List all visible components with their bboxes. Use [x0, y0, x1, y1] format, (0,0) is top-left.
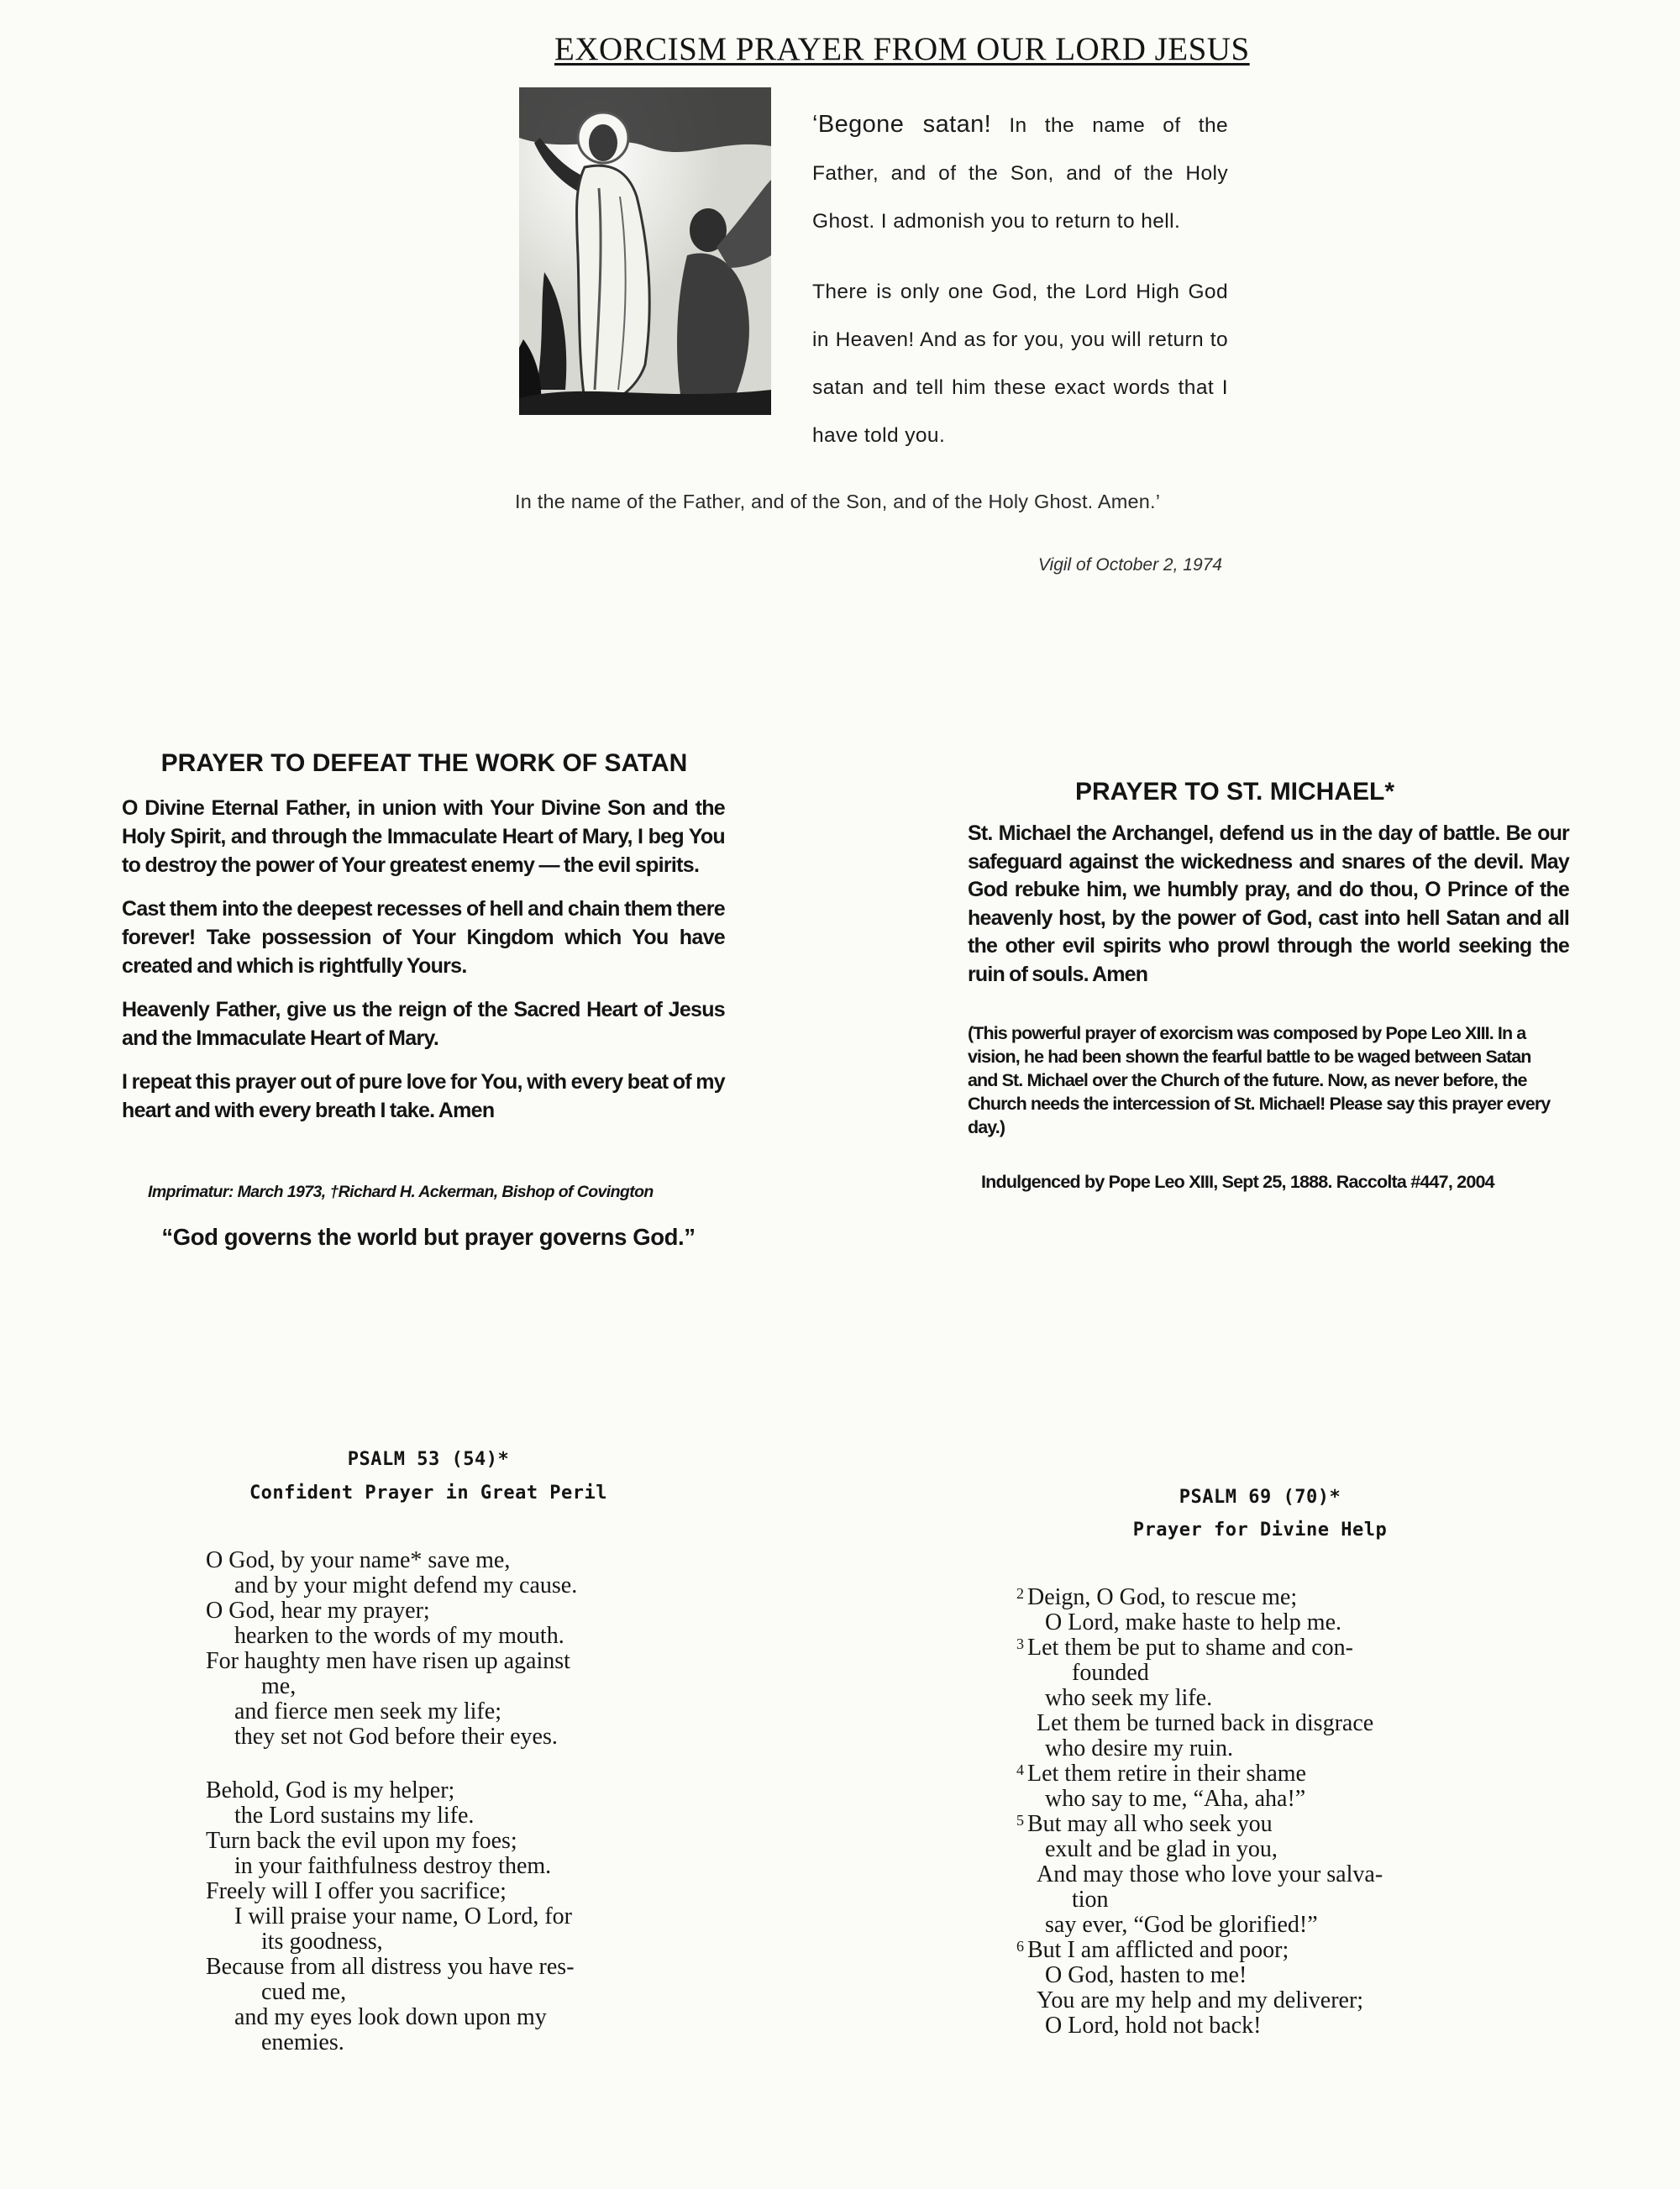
- verse-line: Behold, God is my helper;: [206, 1777, 455, 1803]
- exorcism-paragraph-1: [812, 101, 1228, 245]
- exorcism-paragraph-2: There is only one God, the Lord High God in Heaven! And as for you, you will return to satan and tell him these exact words that I have told you.: [812, 281, 1228, 447]
- verse-number: 2: [1016, 1585, 1024, 1602]
- exorcism-closing-line: In the name of the Father, and of the Son, and of the Holy Ghost. Amen.’: [515, 491, 1161, 512]
- exorcism-paragraph-1-rest: In the name of the Father, and of the Son, and of the Holy Ghost. I admonish you to return to hell.: [812, 114, 1228, 233]
- defeat-prayer-title: PRAYER TO DEFEAT THE WORK OF SATAN: [160, 749, 688, 777]
- jesus-angel-image: [519, 87, 771, 415]
- verse-line: who seek my life.: [1045, 1685, 1213, 1711]
- verse-line: in your faithfulness destroy them.: [234, 1853, 552, 1879]
- michael-prayer-note: [968, 1021, 1556, 1139]
- psalm-69-title: PSALM 69 (70)*: [1179, 1487, 1341, 1508]
- verse-line: O God, hear my prayer;: [206, 1598, 430, 1624]
- verse-line: founded: [1072, 1660, 1149, 1686]
- verse-line: who say to me, “Aha, aha!”: [1045, 1786, 1306, 1812]
- verse-line: You are my help and my deliverer;: [1037, 1987, 1364, 2013]
- verse-line: say ever, “God be glorified!”: [1045, 1912, 1318, 1938]
- verse-line: [1016, 1761, 1504, 1787]
- exorcism-prayer-text: [812, 101, 1228, 459]
- verse-line: exult and be glad in you,: [1045, 1836, 1278, 1862]
- verse-line: O Lord, make haste to help me.: [1045, 1609, 1342, 1635]
- verse-number: 6: [1016, 1938, 1024, 1955]
- verse-line: And may those who love your salva-: [1037, 1861, 1383, 1887]
- psalm-69-verses: [1016, 1585, 1504, 2039]
- verse-line: me,: [261, 1673, 297, 1699]
- verse-line: the Lord sustains my life.: [234, 1803, 475, 1829]
- verse-number: 3: [1016, 1635, 1024, 1652]
- defeat-paragraph: Cast them into the deepest recesses of hell and chain them there forever! Take possession of Your Kingdom which You have created and which is rightfully Yours.: [122, 897, 725, 978]
- defeat-paragraph: I repeat this prayer out of pure love for You, with every beat of my heart and with every breath I take. Amen: [122, 1070, 725, 1122]
- verse-line: O God, hasten to me!: [1045, 1962, 1247, 1988]
- verse-text: Let them retire in their shame: [1027, 1761, 1306, 1787]
- psalm-53-verses: [206, 1548, 676, 2055]
- verse-line: who desire my ruin.: [1045, 1735, 1233, 1761]
- verse-line: and my eyes look down upon my: [234, 2004, 547, 2030]
- defeat-prayer-body: [122, 794, 725, 1140]
- verse-line: its goodness,: [261, 1929, 383, 1955]
- verse-line: enemies.: [261, 2029, 344, 2055]
- verse-line: Let them be turned back in disgrace: [1037, 1710, 1374, 1736]
- verse-number: 4: [1016, 1761, 1024, 1778]
- page-title: EXORCISM PRAYER FROM OUR LORD JESUS: [554, 31, 1250, 67]
- verse-line: tion: [1072, 1887, 1109, 1913]
- indulgence-note: Indulgenced by Pope Leo XIII, Sept 25, 1888. Raccolta #447, 2004: [981, 1172, 1494, 1192]
- verse-line: I will praise your name, O Lord, for: [234, 1903, 572, 1929]
- michael-prayer-text: St. Michael the Archangel, defend us in the day of battle. Be our safeguard against the wickedness and snares of the devil. May God rebuke him, we humbly pray, and do thou, O Prince of the heavenly host, by the power of God, cast into hell Satan and all the other evil spirits who prowl through the world seeking the ruin of souls. Amen: [968, 822, 1569, 986]
- defeat-paragraph: Heavenly Father, give us the reign of the Sacred Heart of Jesus and the Immaculate Heart of Mary.: [122, 998, 725, 1050]
- stanza-gap: [206, 1750, 676, 1778]
- verse-line: O Lord, hold not back!: [1045, 2013, 1262, 2039]
- verse-number: 5: [1016, 1812, 1024, 1829]
- imprimatur-note: Imprimatur: March 1973, †Richard H. Ackerman, Bishop of Covington: [148, 1183, 654, 1201]
- verse-line: and by your might defend my cause.: [234, 1572, 578, 1598]
- psalm-53-title: PSALM 53 (54)*: [347, 1449, 510, 1470]
- prayer-quote: “God governs the world but prayer governs God.”: [161, 1224, 696, 1250]
- verse-line: Freely will I offer you sacrifice;: [206, 1878, 507, 1904]
- verse-line: [1016, 1585, 1504, 1610]
- verse-line: [1016, 1938, 1504, 1963]
- psalm-69-subtitle: Prayer for Divine Help: [1132, 1520, 1388, 1541]
- vigil-date: Vigil of October 2, 1974: [1037, 555, 1222, 575]
- verse-text: But may all who seek you: [1027, 1811, 1273, 1837]
- verse-text: But I am afflicted and poor;: [1027, 1937, 1289, 1963]
- verse-line: and fierce men seek my life;: [234, 1698, 501, 1724]
- verse-line: [1016, 1812, 1504, 1837]
- verse-line: O God, by your name* save me,: [206, 1547, 511, 1573]
- begone-opening: ‘Begone satan!: [812, 111, 992, 138]
- verse-line: Because from all distress you have res-: [206, 1954, 575, 1980]
- verse-text: Let them be put to shame and con-: [1027, 1635, 1353, 1661]
- verse-text: Deign, O God, to rescue me;: [1027, 1584, 1298, 1610]
- michael-note-text: (This powerful prayer of exorcism was composed by Pope Leo XIII. In a vision, he had been shown the fearful battle to be waged between Satan and St. Michael over the Church of the future. Now, as never before, the Church needs the intercession of St. Michael! Please say this prayer every day.): [968, 1023, 1551, 1137]
- verse-line: [1016, 1635, 1504, 1661]
- verse-line: Turn back the evil upon my foes;: [206, 1828, 517, 1854]
- michael-prayer-title: PRAYER TO ST. MICHAEL*: [1074, 778, 1395, 806]
- psalm-53-subtitle: Confident Prayer in Great Peril: [249, 1483, 608, 1504]
- verse-line: hearken to the words of my mouth.: [234, 1623, 564, 1649]
- jesus-figure-illustration: [519, 87, 771, 415]
- verse-line: For haughty men have risen up against: [206, 1648, 570, 1674]
- defeat-paragraph: O Divine Eternal Father, in union with Your Divine Son and the Holy Spirit, and through the Immaculate Heart of Mary, I beg You to destroy the power of Your greatest enemy — the evil spirits.: [122, 796, 725, 877]
- verse-line: cued me,: [261, 1979, 347, 2005]
- verse-line: they set not God before their eyes.: [234, 1724, 558, 1750]
- michael-prayer-body: [968, 820, 1569, 989]
